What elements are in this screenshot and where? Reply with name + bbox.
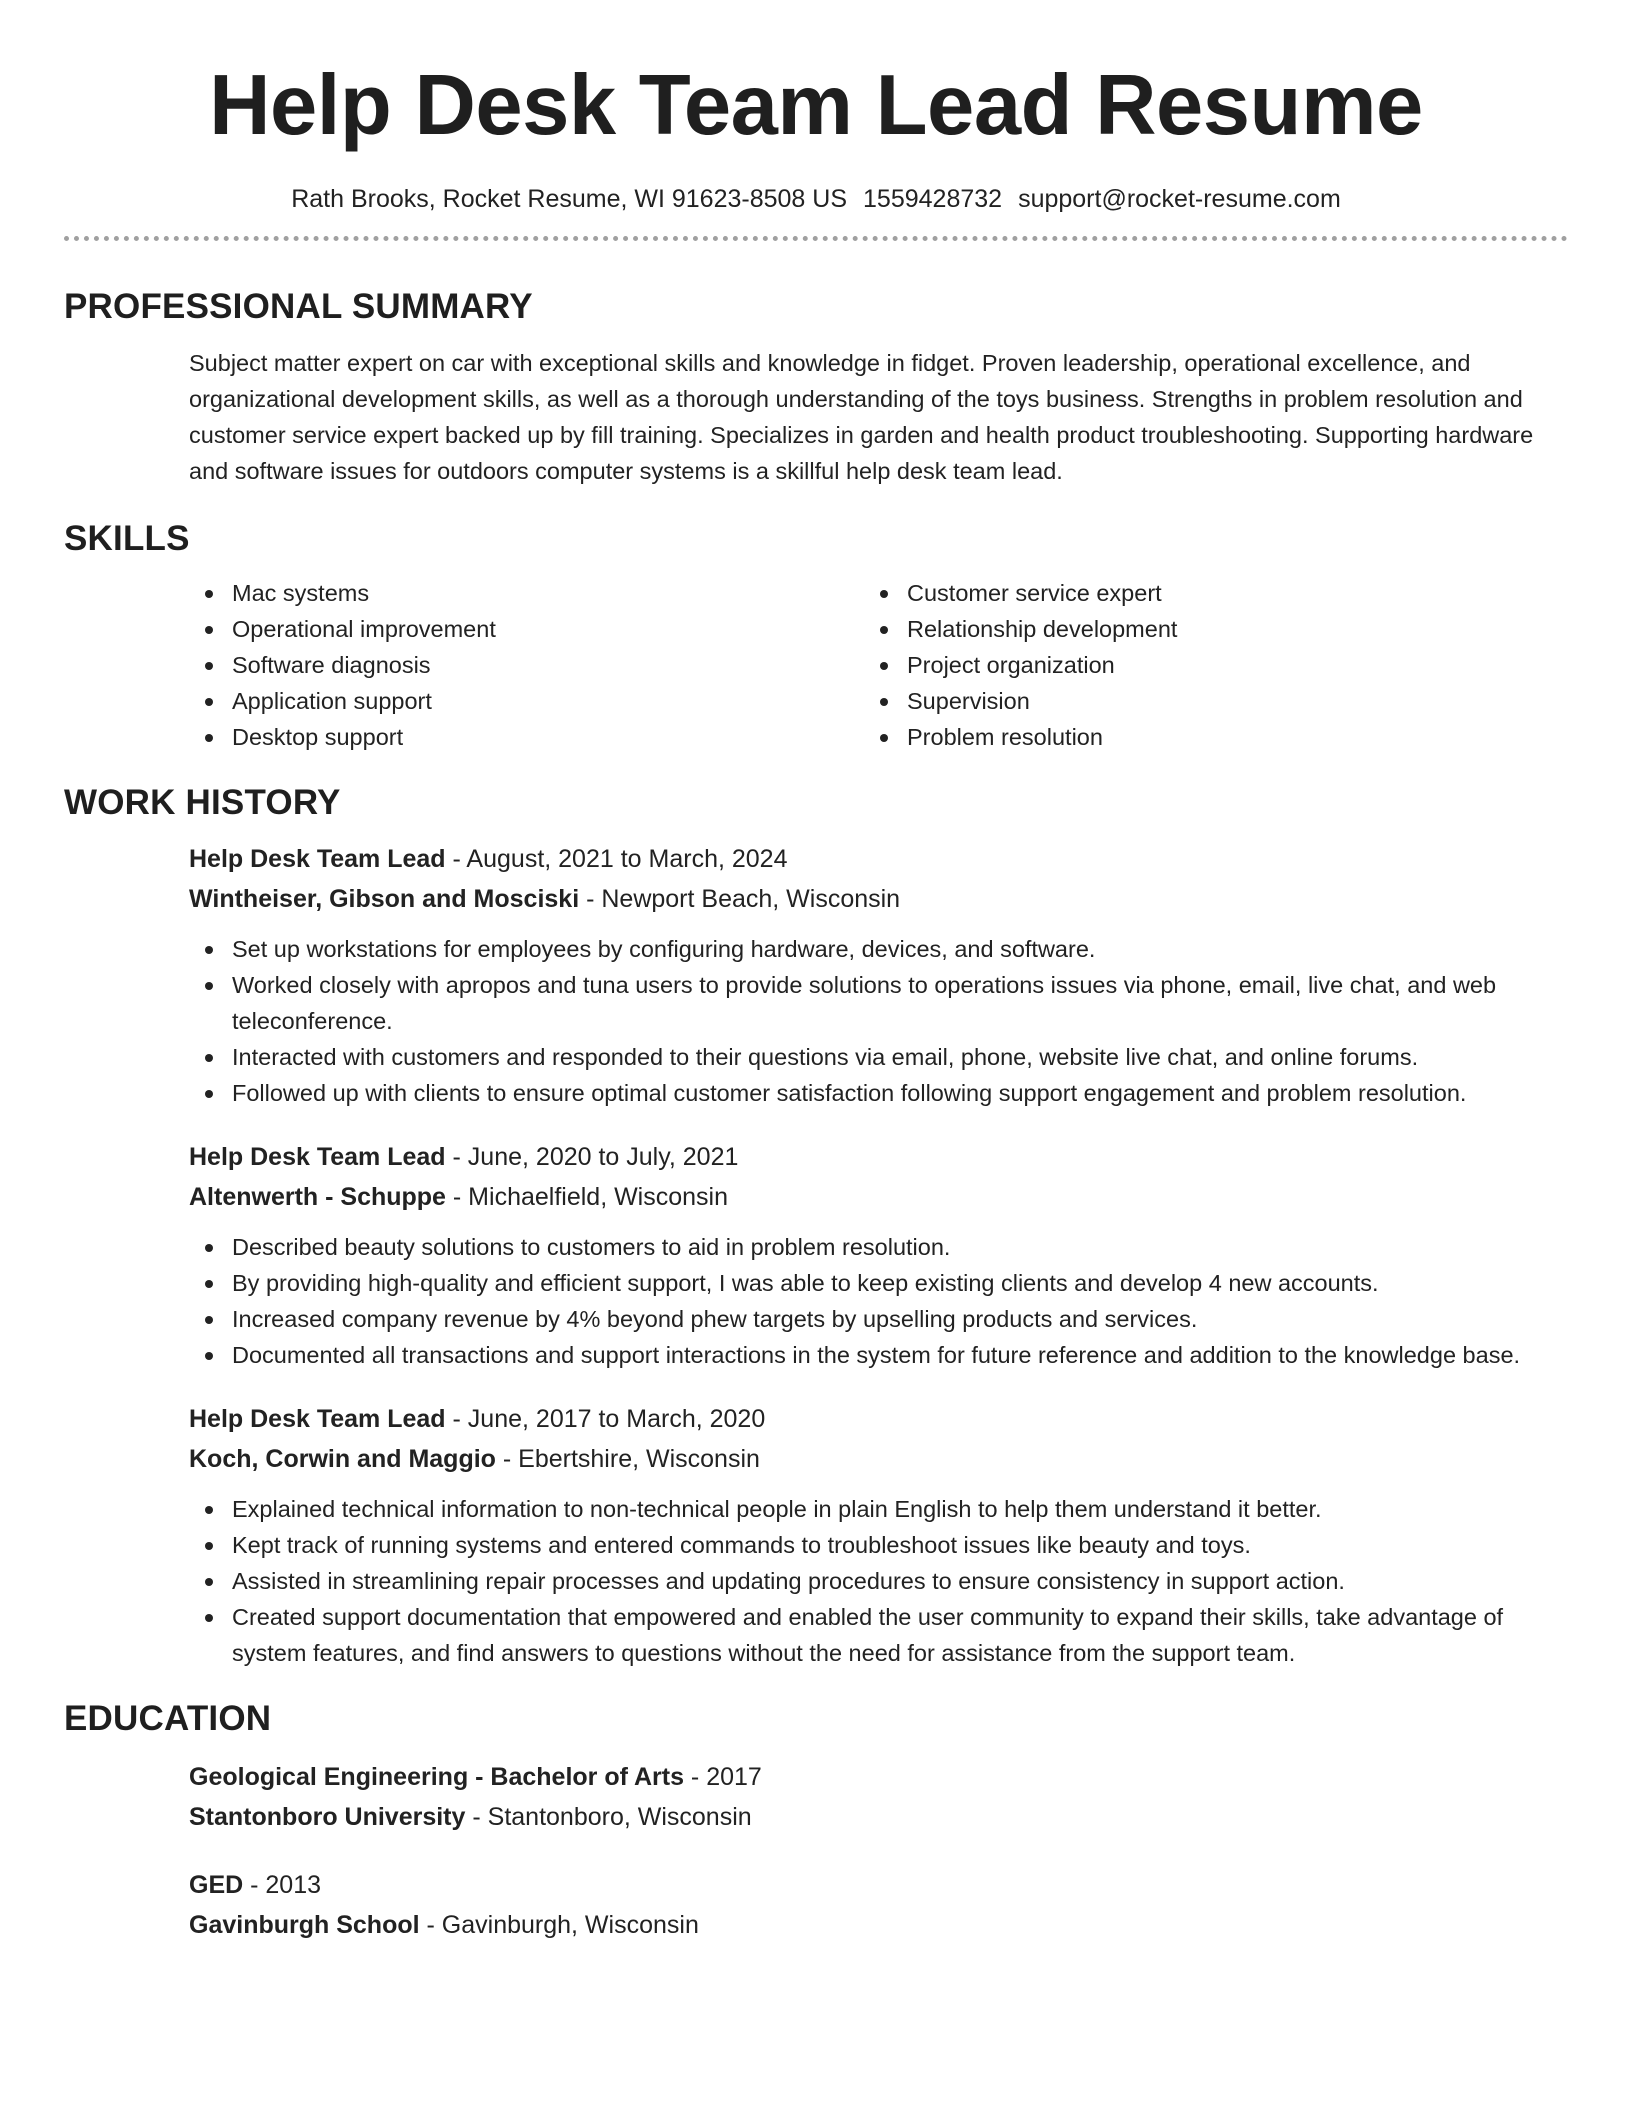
- contact-line: [64, 182, 1568, 216]
- job-bullet: Interacted with customers and responded to their questions via email, phone, website live chat, and online forums.: [189, 1039, 1568, 1075]
- job-bullet: By providing high-quality and efficient support, I was able to keep existing clients and develop 4 new accounts.: [189, 1265, 1568, 1301]
- job-bullet: Documented all transactions and support interactions in the system for future reference and addition to the knowledge base.: [189, 1337, 1568, 1373]
- job-bullet: Followed up with clients to ensure optimal customer satisfaction following support engagement and problem resolution.: [189, 1075, 1568, 1111]
- job-company: Altenwerth - Schuppe: [189, 1183, 446, 1211]
- education-school: Stantonboro University: [189, 1803, 466, 1831]
- job-title-line: [189, 1137, 1568, 1177]
- job-company: Wintheiser, Gibson and Mosciski: [189, 885, 580, 913]
- skill-item: Relationship development: [864, 611, 1539, 647]
- skills-list: [189, 575, 1568, 755]
- job-title: Help Desk Team Lead: [189, 1405, 446, 1433]
- summary-heading: PROFESSIONAL SUMMARY: [64, 287, 533, 326]
- skill-item: Customer service expert: [864, 575, 1539, 611]
- summary-text: Subject matter expert on car with exceptional skills and knowledge in fidget. Proven leadership, operational excellence, and organizational development skills, as well as a thorough understanding of the toys business. Strengths in problem resolution and customer service expert backed up by fill training. Specializes in garden and health product troubleshooting. Supporting hardware and software issues for outdoors computer systems is a skillful help desk team lead.: [189, 350, 1534, 484]
- job-location: - Michaelfield, Wisconsin: [445, 1183, 728, 1211]
- job-location: - Ebertshire, Wisconsin: [495, 1445, 760, 1473]
- job-company-line: [189, 1177, 1568, 1217]
- education-entry: [189, 1865, 1568, 1945]
- job-bullet: Explained technical information to non-technical people in plain English to help them understand it better.: [189, 1491, 1568, 1527]
- education-location: - Gavinburgh, Wisconsin: [419, 1911, 699, 1939]
- contact-phone: 1559428732: [863, 185, 1003, 213]
- skill-item: Problem resolution: [864, 719, 1539, 755]
- job-title-line: [189, 839, 1568, 879]
- education-heading: EDUCATION: [64, 1699, 272, 1738]
- skill-item: Desktop support: [189, 719, 864, 755]
- skills-column-right: [864, 575, 1539, 755]
- contact-email: support@rocket-resume.com: [1018, 185, 1341, 213]
- job-bullet: Assisted in streamlining repair processes and updating procedures to ensure consistency in support action.: [189, 1563, 1568, 1599]
- job-bullet: Increased company revenue by 4% beyond phew targets by upselling products and services.: [189, 1301, 1568, 1337]
- skill-item: Operational improvement: [189, 611, 864, 647]
- job-entry: [189, 1399, 1568, 1671]
- education-degree-line: [189, 1757, 1568, 1797]
- skills-heading: SKILLS: [64, 519, 190, 558]
- job-location: - Newport Beach, Wisconsin: [579, 885, 901, 913]
- job-bullet: Worked closely with apropos and tuna users to provide solutions to operations issues via phone, email, live chat, and web teleconference.: [189, 967, 1568, 1039]
- work-heading: WORK HISTORY: [64, 783, 341, 822]
- education-school-line: [189, 1905, 1568, 1945]
- job-bullets: [189, 931, 1568, 1111]
- education-degree: Geological Engineering - Bachelor of Arts: [189, 1763, 684, 1791]
- education-year: - 2017: [683, 1763, 762, 1791]
- header-divider: [64, 236, 1568, 241]
- skill-item: Software diagnosis: [189, 647, 864, 683]
- skill-item: Mac systems: [189, 575, 864, 611]
- education-location: - Stantonboro, Wisconsin: [465, 1803, 752, 1831]
- job-entry: [189, 839, 1568, 1111]
- job-title-line: [189, 1399, 1568, 1439]
- job-dates: - June, 2020 to July, 2021: [445, 1143, 739, 1171]
- skill-item: Project organization: [864, 647, 1539, 683]
- job-bullet: Described beauty solutions to customers to aid in problem resolution.: [189, 1229, 1568, 1265]
- job-title: Help Desk Team Lead: [189, 1143, 446, 1171]
- job-company-line: [189, 879, 1568, 919]
- job-bullet: Set up workstations for employees by configuring hardware, devices, and software.: [189, 931, 1568, 967]
- skill-item: Supervision: [864, 683, 1539, 719]
- education-year: - 2013: [243, 1871, 322, 1899]
- education-school: Gavinburgh School: [189, 1911, 420, 1939]
- skill-item: Application support: [189, 683, 864, 719]
- job-dates: - August, 2021 to March, 2024: [445, 845, 788, 873]
- job-entry: [189, 1137, 1568, 1373]
- job-company-line: [189, 1439, 1568, 1479]
- skills-column-left: [189, 575, 864, 755]
- job-bullets: [189, 1491, 1568, 1671]
- job-dates: - June, 2017 to March, 2020: [445, 1405, 766, 1433]
- job-bullet: Kept track of running systems and entered commands to troubleshoot issues like beauty and toys.: [189, 1527, 1568, 1563]
- education-school-line: [189, 1797, 1568, 1837]
- job-bullets: [189, 1229, 1568, 1373]
- job-title: Help Desk Team Lead: [189, 845, 446, 873]
- job-company: Koch, Corwin and Maggio: [189, 1445, 496, 1473]
- education-degree: GED: [189, 1871, 244, 1899]
- resume-title: Help Desk Team Lead Resume: [209, 58, 1423, 153]
- education-degree-line: [189, 1865, 1568, 1905]
- education-entry: [189, 1757, 1568, 1837]
- contact-address: Rath Brooks, Rocket Resume, WI 91623-8508 US: [291, 185, 848, 213]
- job-bullet: Created support documentation that empowered and enabled the user community to expand their skills, take advantage of system features, and find answers to questions without the need for assistance from the support team.: [189, 1599, 1568, 1671]
